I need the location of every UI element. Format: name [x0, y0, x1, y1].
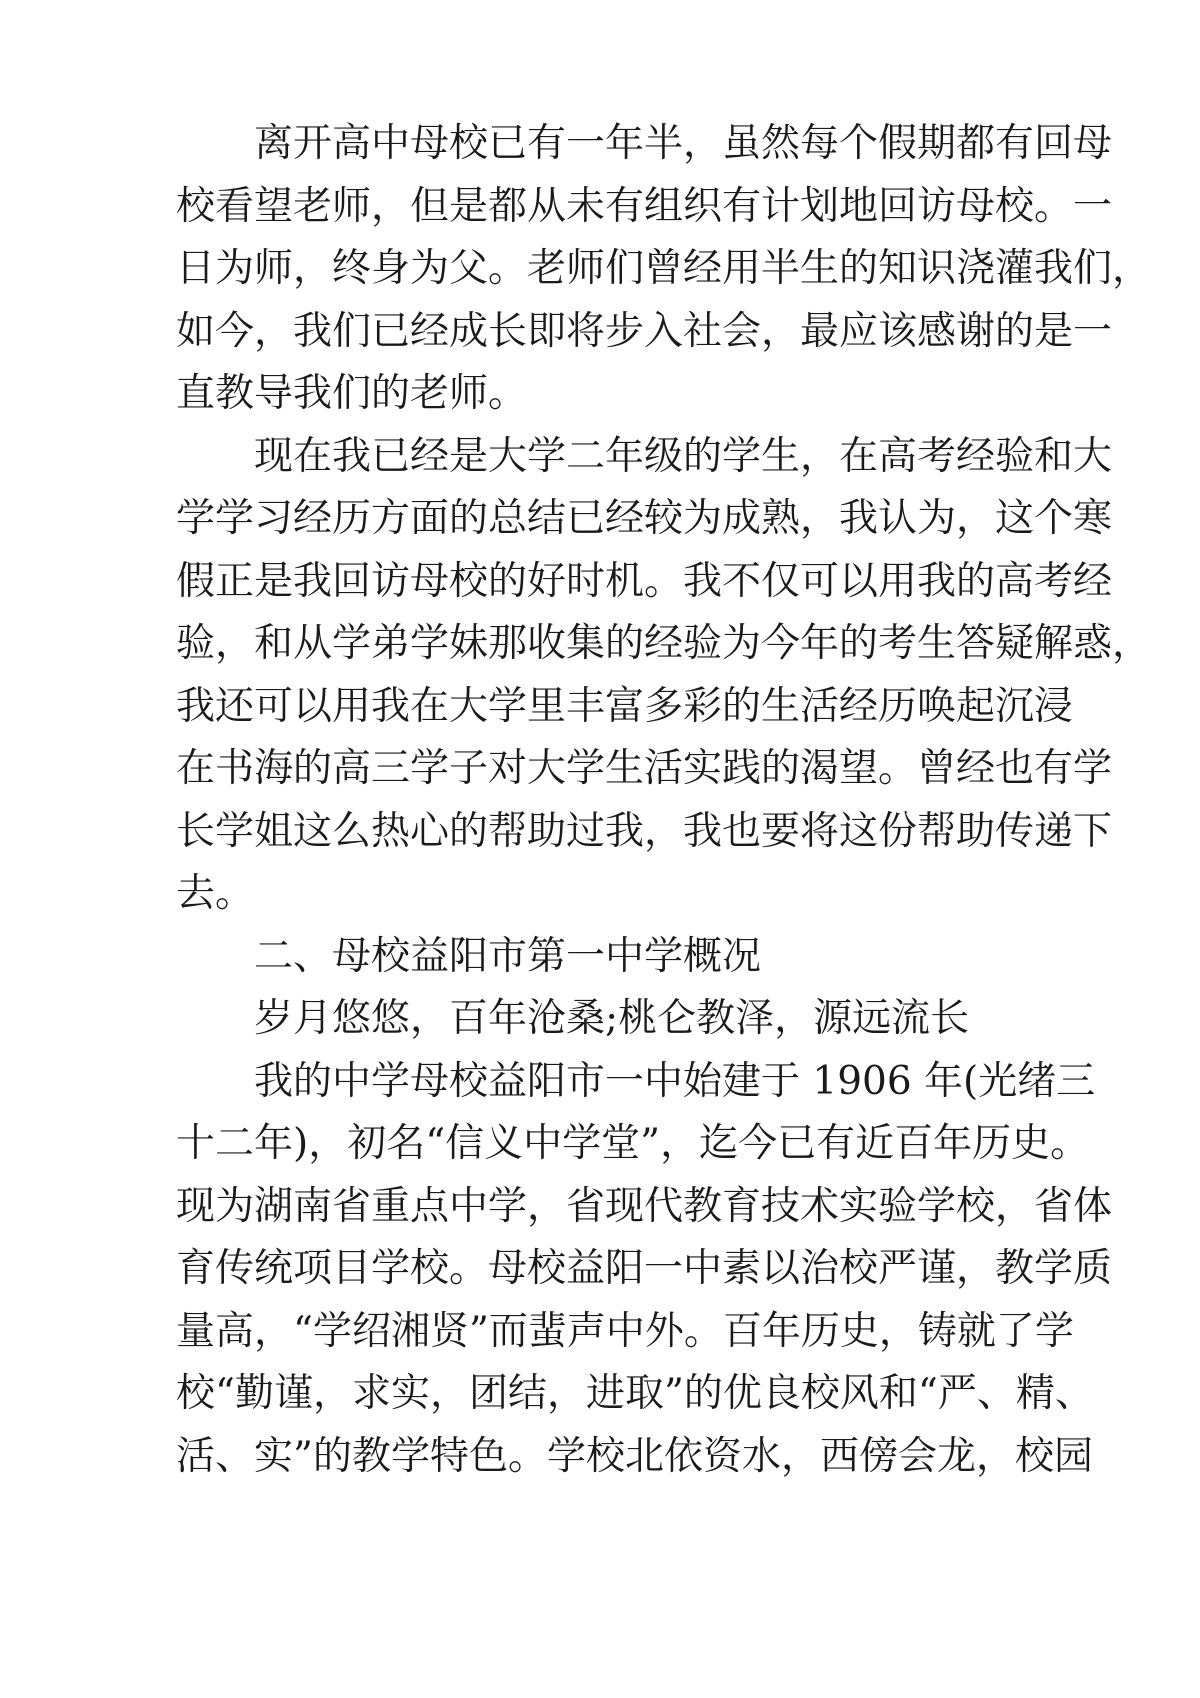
motto-text: 岁月悠悠，百年沧桑;桃仑教泽，源远流长: [254, 996, 970, 1041]
text-line: 验，和从学弟学妹那收集的经验为今年的考生答疑解惑，: [176, 621, 1152, 666]
text-line: 现为湖南省重点中学，省现代教育技术实验学校，省体: [176, 1183, 1113, 1229]
text-line: 学学习经历方面的总结已经较为成熟，我认为，这个寒: [176, 496, 1113, 541]
text-line: 我的中学母校益阳市一中始建于 1906 年(光绪三: [254, 1058, 1096, 1104]
text-line: 校“勤谨，求实，团结，进取”的优良校风和“严、精、: [176, 1371, 1094, 1416]
text-line: 十二年)，初名“信义中学堂”，迄今已有近百年历史。: [176, 1121, 1090, 1166]
text-line: 校看望老师，但是都从未有组织有计划地回访母校。一: [176, 183, 1113, 229]
text-line: 活、实”的教学特色。学校北依资水，西傍会龙，校园: [176, 1433, 1093, 1479]
text-line: 我还可以用我在大学里丰富多彩的生活经历唤起沉浸: [176, 683, 1074, 729]
text-line: 育传统项目学校。母校益阳一中素以治校严谨，教学质: [176, 1246, 1113, 1291]
text-line: 日为师，终身为父。老师们曾经用半生的知识浇灌我们，: [176, 246, 1152, 291]
text-line: 假正是我回访母校的好时机。我不仅可以用我的高考经: [176, 558, 1113, 604]
document-body: [176, 113, 1152, 1488]
section-heading: [176, 926, 1036, 989]
heading-text: 二、母校益阳市第一中学概况: [254, 933, 762, 979]
text-line: 去。: [176, 871, 255, 916]
text-line: 现在我已经是大学二年级的学生，在高考经验和大: [254, 433, 1113, 479]
paragraph-motivation: [176, 426, 1152, 926]
school-motto: [176, 988, 1036, 1051]
text-line: 离开高中母校已有一年半，虽然每个假期都有回母: [254, 121, 1113, 166]
text-line: 量高，“学绍湘贤”而蜚声中外。百年历史，铸就了学: [176, 1308, 1074, 1354]
text-line: 在书海的高三学子对大学生活实践的渴望。曾经也有学: [176, 746, 1113, 791]
text-line: 长学姐这么热心的帮助过我，我也要将这份帮助传递下: [176, 808, 1113, 854]
text-line: 直教导我们的老师。: [176, 371, 528, 416]
text-line: 如今，我们已经成长即将步入社会，最应该感谢的是一: [176, 308, 1113, 354]
paragraph-school-overview: [176, 1051, 1113, 1489]
paragraph-intro: [176, 113, 1152, 426]
